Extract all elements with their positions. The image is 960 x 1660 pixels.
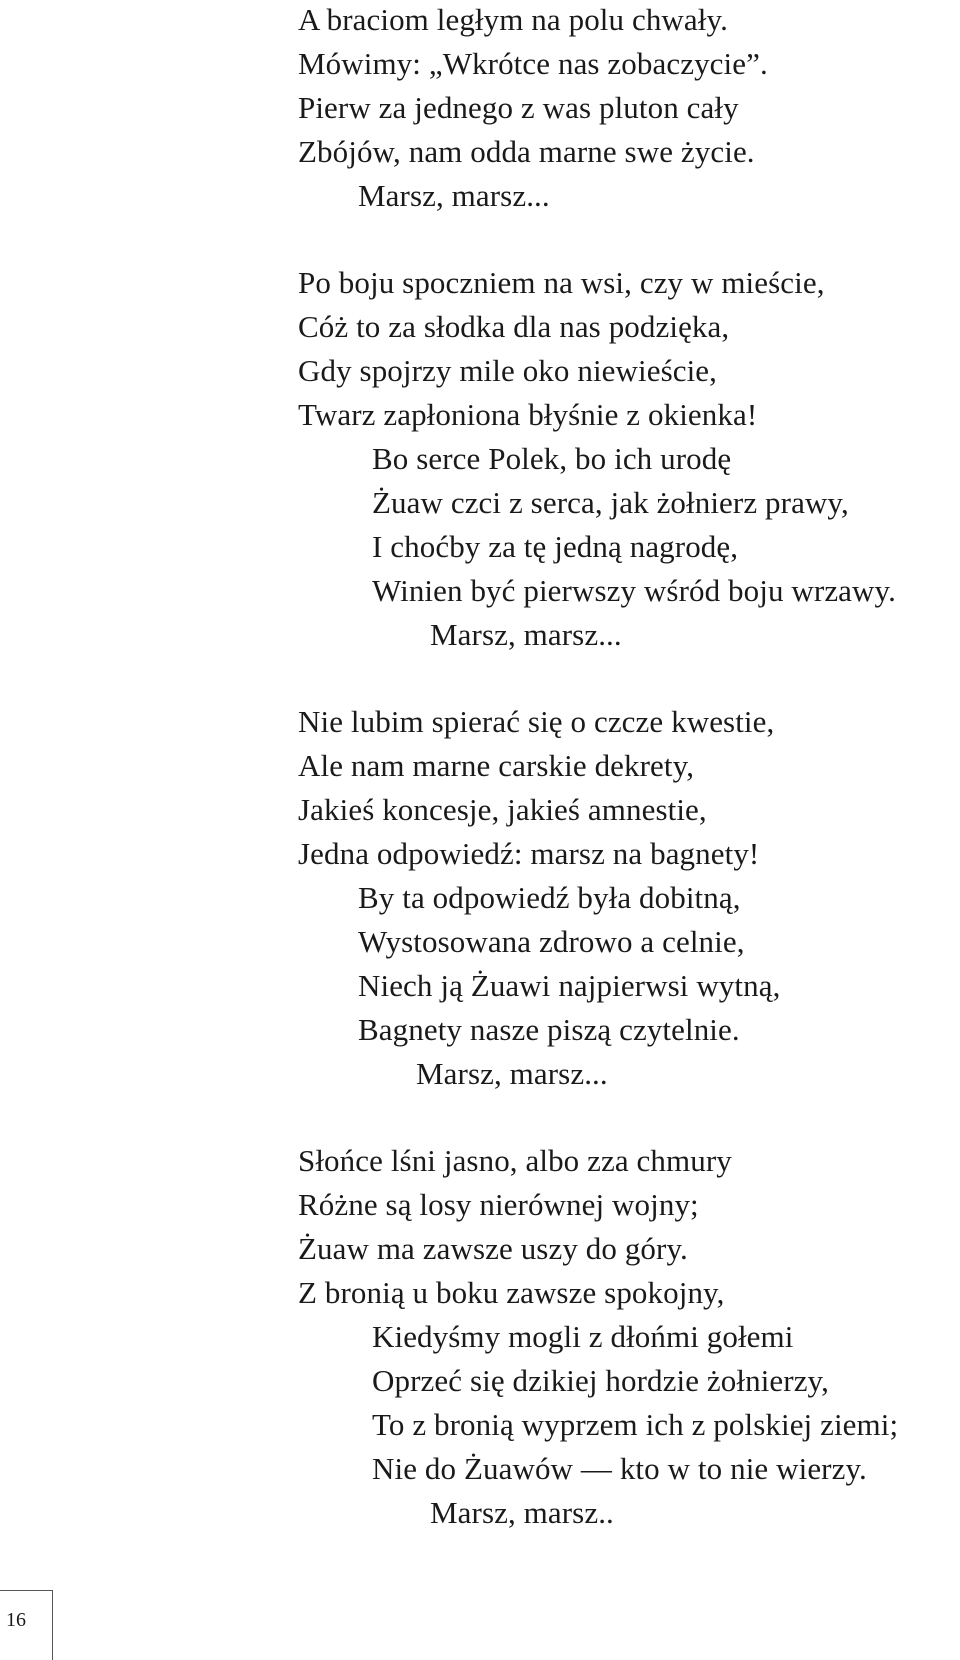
poem-line: Winien być pierwszy wśród boju wrzawy. bbox=[372, 573, 896, 608]
poem-line: By ta odpowiedź była dobitną, bbox=[358, 880, 741, 915]
poem-line: Nie do Żuawów — kto w to nie wierzy. bbox=[372, 1451, 867, 1486]
poem-line: Nie lubim spierać się o czcze kwestie, bbox=[298, 704, 775, 739]
poem-line: Słońce lśni jasno, albo zza chmury bbox=[298, 1143, 732, 1178]
poem-line: Bo serce Polek, bo ich urodę bbox=[372, 441, 732, 476]
poem-line: Niech ją Żuawi najpierwsi wytną, bbox=[358, 968, 781, 1003]
poem-line: Żuaw ma zawsze uszy do góry. bbox=[298, 1231, 688, 1266]
poem-line: Kiedyśmy mogli z dłońmi gołemi bbox=[372, 1319, 794, 1354]
folio-divider bbox=[0, 1590, 52, 1591]
poem-line: Jakieś koncesje, jakieś amnestie, bbox=[298, 792, 707, 827]
poem-line: Zbójów, nam odda marne swe życie. bbox=[298, 134, 755, 169]
poem-line: Bagnety nasze piszą czytelnie. bbox=[358, 1012, 740, 1047]
poem-line: Twarz zapłoniona błyśnie z okienka! bbox=[298, 397, 758, 432]
refrain-line: Marsz, marsz... bbox=[430, 617, 622, 652]
folio-divider-vertical bbox=[52, 1590, 53, 1660]
refrain-line: Marsz, marsz... bbox=[416, 1056, 608, 1091]
poem-line: Wystosowana zdrowo a celnie, bbox=[358, 924, 745, 959]
poem-line: Różne są losy nierównej wojny; bbox=[298, 1187, 699, 1222]
poem-line: Ale nam marne carskie dekrety, bbox=[298, 748, 695, 783]
poem-line: Po boju spoczniem na wsi, czy w mieście, bbox=[298, 265, 825, 300]
poem-line: Z bronią u boku zawsze spokojny, bbox=[298, 1275, 725, 1310]
poem-line: I choćby za tę jedną nagrodę, bbox=[372, 529, 739, 564]
poem-line: Jedna odpowiedź: marsz na bagnety! bbox=[298, 836, 760, 871]
poem-line: A braciom ległym na polu chwały. bbox=[298, 2, 728, 37]
poem-line: Mówimy: „Wkrótce nas zobaczycie”. bbox=[298, 46, 768, 81]
poem-line: Gdy spojrzy mile oko niewieście, bbox=[298, 353, 718, 388]
poem-line: Żuaw czci z serca, jak żołnierz prawy, bbox=[372, 485, 849, 520]
refrain-line: Marsz, marsz... bbox=[358, 178, 550, 213]
poem-line: Cóż to za słodka dla nas podzięka, bbox=[298, 309, 730, 344]
poem-line: To z bronią wyprzem ich z polskiej ziemi; bbox=[372, 1407, 899, 1442]
poem-line: Pierw za jednego z was pluton cały bbox=[298, 90, 739, 125]
poem-line: Oprzeć się dzikiej hordzie żołnierzy, bbox=[372, 1363, 829, 1398]
page-number: 16 bbox=[6, 1609, 26, 1631]
refrain-line: Marsz, marsz.. bbox=[430, 1495, 614, 1530]
